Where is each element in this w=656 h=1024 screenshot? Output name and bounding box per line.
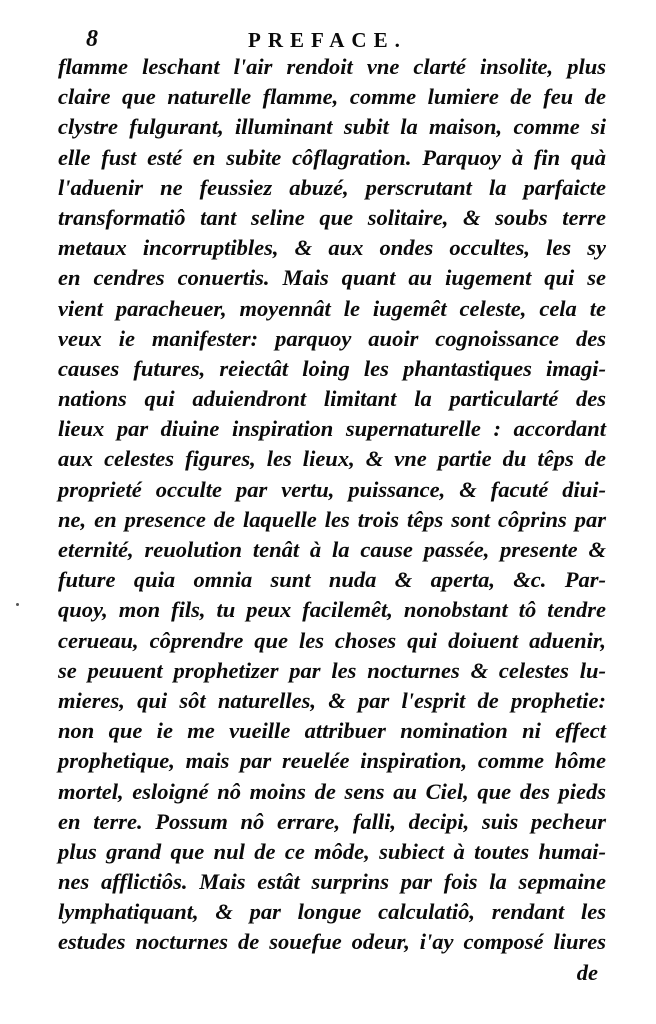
body-text bbox=[58, 52, 606, 988]
text-line: en terre. Possum nô errare, falli, decipi, suis pecheur bbox=[58, 808, 606, 834]
text-line: cerueau, côprendre que les choses qui doiuent aduenir, bbox=[58, 627, 606, 653]
text-line: transformatiô tant seline que solitaire, & soubs terre bbox=[58, 204, 606, 230]
text-line: non que ie me vueille attribuer nomination ni effect bbox=[58, 718, 606, 744]
text-line: lieux par diuine inspiration supernaturelle : accordant bbox=[58, 416, 606, 442]
text-line: nations qui aduiendront limitant la particularté des bbox=[58, 386, 606, 412]
margin-speck bbox=[16, 603, 19, 606]
text-line: metaux incorruptibles, & aux ondes occultes, les sy bbox=[58, 235, 606, 261]
text-line: mieres, qui sôt naturelles, & par l'esprit de prophetie: bbox=[58, 687, 606, 713]
page-header bbox=[58, 24, 618, 54]
text-line: ne, en presence de laquelle les trois têps sont côprins par bbox=[58, 506, 606, 532]
text-line: clystre fulgurant, illuminant subit la maison, comme si bbox=[58, 114, 606, 140]
text-line: quoy, mon fils, tu peux facilemêt, nonobstant tô tendre bbox=[58, 597, 606, 623]
text-line: claire que naturelle flamme, comme lumiere de feu de bbox=[58, 84, 606, 110]
text-line: nes afflictiôs. Mais estât surprins par fois la sepmaine bbox=[58, 869, 606, 895]
text-line: plus grand que nul de ce môde, subiect à toutes humai- bbox=[58, 838, 606, 864]
running-head: PREFACE. bbox=[248, 28, 407, 52]
text-line: eternité, reuolution tenât à la cause passée, presente & bbox=[58, 537, 606, 562]
text-line: mortel, esloigné nô moins de sens au Ciel, que des pieds bbox=[58, 778, 606, 804]
text-line: vient paracheuer, moyennât le iugemêt celeste, cela te bbox=[58, 295, 606, 321]
text-line: lymphatiquant, & par longue calculatiô, rendant les bbox=[58, 899, 606, 925]
text-line: flamme leschant l'air rendoit vne clarté insolite, plus bbox=[58, 54, 606, 79]
text-line: en cendres conuertis. Mais quant au iugement qui se bbox=[58, 265, 606, 291]
text-line: proprieté occulte par vertu, puissance, & facuté diui- bbox=[58, 476, 606, 502]
text-line: aux celestes figures, les lieux, & vne partie du têps de bbox=[58, 446, 606, 472]
text-line: prophetique, mais par reuelée inspiration, comme hôme bbox=[58, 748, 606, 774]
text-line: l'aduenir ne feussiez abuzé, perscrutant la parfaicte bbox=[58, 174, 606, 200]
text-line: estudes nocturnes de souefue odeur, i'ay composé liures bbox=[58, 929, 606, 955]
catchword: de bbox=[576, 959, 598, 985]
text-line: se peuuent prophetizer par les nocturnes & celestes lu- bbox=[58, 657, 606, 683]
text-line: elle fust esté en subite côflagration. Parquoy à fin quà bbox=[58, 144, 606, 170]
text-line: future quia omnia sunt nuda & aperta, &c. Par- bbox=[58, 567, 606, 593]
text-line: veux ie manifester: parquoy auoir cognoissance des bbox=[58, 325, 606, 351]
page-number: 8 bbox=[86, 26, 98, 52]
text-line: causes futures, reiectât loing les phantastiques imagi- bbox=[58, 355, 606, 381]
